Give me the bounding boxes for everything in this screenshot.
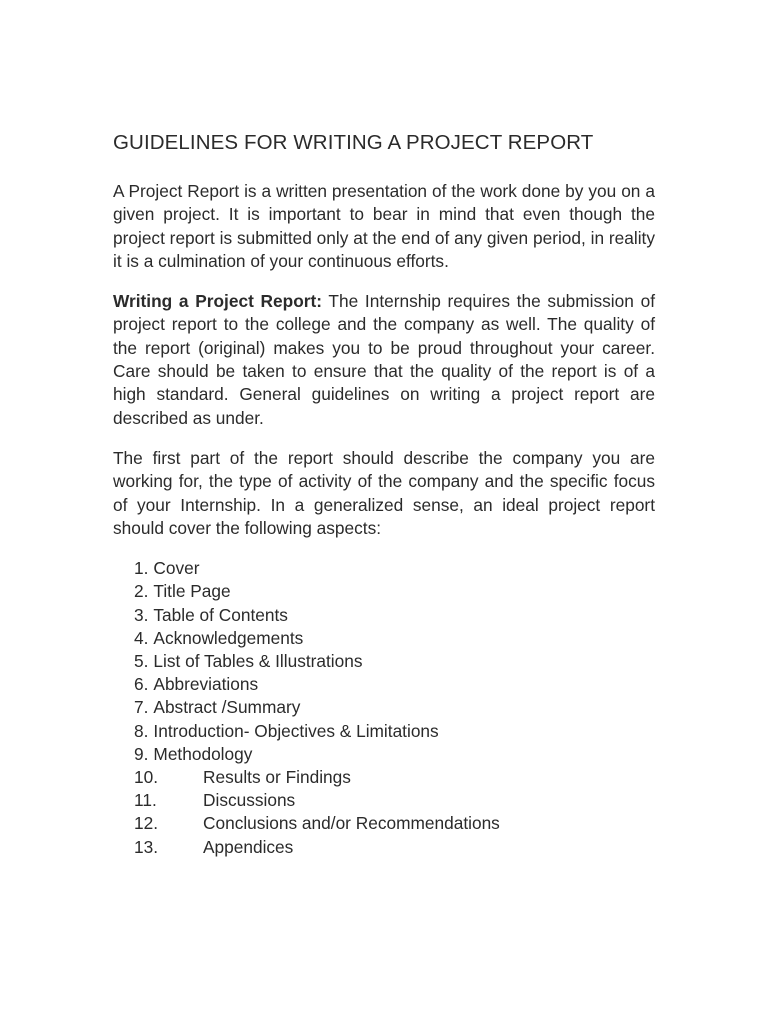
list-item-number: 10. (134, 766, 159, 787)
list-item (134, 673, 655, 696)
list-item (134, 789, 655, 812)
list-item (134, 766, 655, 789)
list-item (134, 696, 655, 719)
list-item (134, 836, 655, 859)
list-item-number: 1. (134, 558, 149, 579)
list-item-number: 11. (134, 790, 157, 811)
writing-lead: Writing a Project Report: (113, 291, 322, 312)
document-page (113, 128, 655, 859)
list-item-text: Abbreviations (153, 674, 259, 695)
list-item-number: 4. (134, 627, 149, 648)
list-item (134, 743, 655, 766)
list-item-number: 6. (134, 674, 149, 695)
intro-paragraph: A Project Report is a written presentation of the work done by you on a given project. It is important to bear in mind that even though the project report is submitted only at the end of any given period, in reality it is a culmination of your continuous efforts. (113, 181, 655, 271)
list-item-text: Title Page (153, 581, 231, 602)
list-item-text: Abstract /Summary (153, 697, 301, 718)
list-item-text: Discussions (203, 790, 296, 811)
list-item-text: Table of Contents (153, 604, 288, 625)
list-item-number: 3. (134, 604, 149, 625)
list-item (134, 627, 655, 650)
list-item-number: 12. (134, 813, 159, 834)
list-item-text: Introduction- Objectives & Limitations (153, 720, 439, 741)
document-title: GUIDELINES FOR WRITING A PROJECT REPORT (113, 131, 594, 154)
list-item-text: Acknowledgements (153, 627, 304, 648)
list-item-number: 2. (134, 581, 149, 602)
list-item (134, 650, 655, 673)
writing-paragraph (113, 290, 655, 430)
list-item (134, 557, 655, 580)
list-item (134, 604, 655, 627)
list-item-text: Conclusions and/or Recommendations (203, 813, 500, 834)
list-item-number: 5. (134, 650, 149, 671)
aspects-list (113, 557, 655, 859)
list-item-text: Results or Findings (203, 766, 351, 787)
list-item-number: 8. (134, 720, 149, 741)
list-item-text: List of Tables & Illustrations (153, 650, 363, 671)
list-item-number: 7. (134, 697, 149, 718)
list-item-text: Cover (153, 558, 200, 579)
writing-text: The Internship requires the submission of project report to the college and the company as well. The quality of the report (original) makes you to be proud throughout your career. Care should be taken to ensure that the quality of the report is of a high standard. General guidelines on writing a project report are described as under. (113, 291, 655, 428)
first-part-paragraph: The first part of the report should describe the company you are working for, the type of activity of the company and the specific focus of your Internship. In a generalized sense, an ideal project report should cover the following aspects: (113, 447, 655, 538)
list-item-text: Methodology (153, 743, 253, 764)
list-item (134, 812, 655, 835)
list-item-number: 9. (134, 743, 149, 764)
list-item (134, 580, 655, 603)
list-item (134, 720, 655, 743)
list-item-number: 13. (134, 836, 159, 857)
list-item-text: Appendices (203, 836, 294, 857)
